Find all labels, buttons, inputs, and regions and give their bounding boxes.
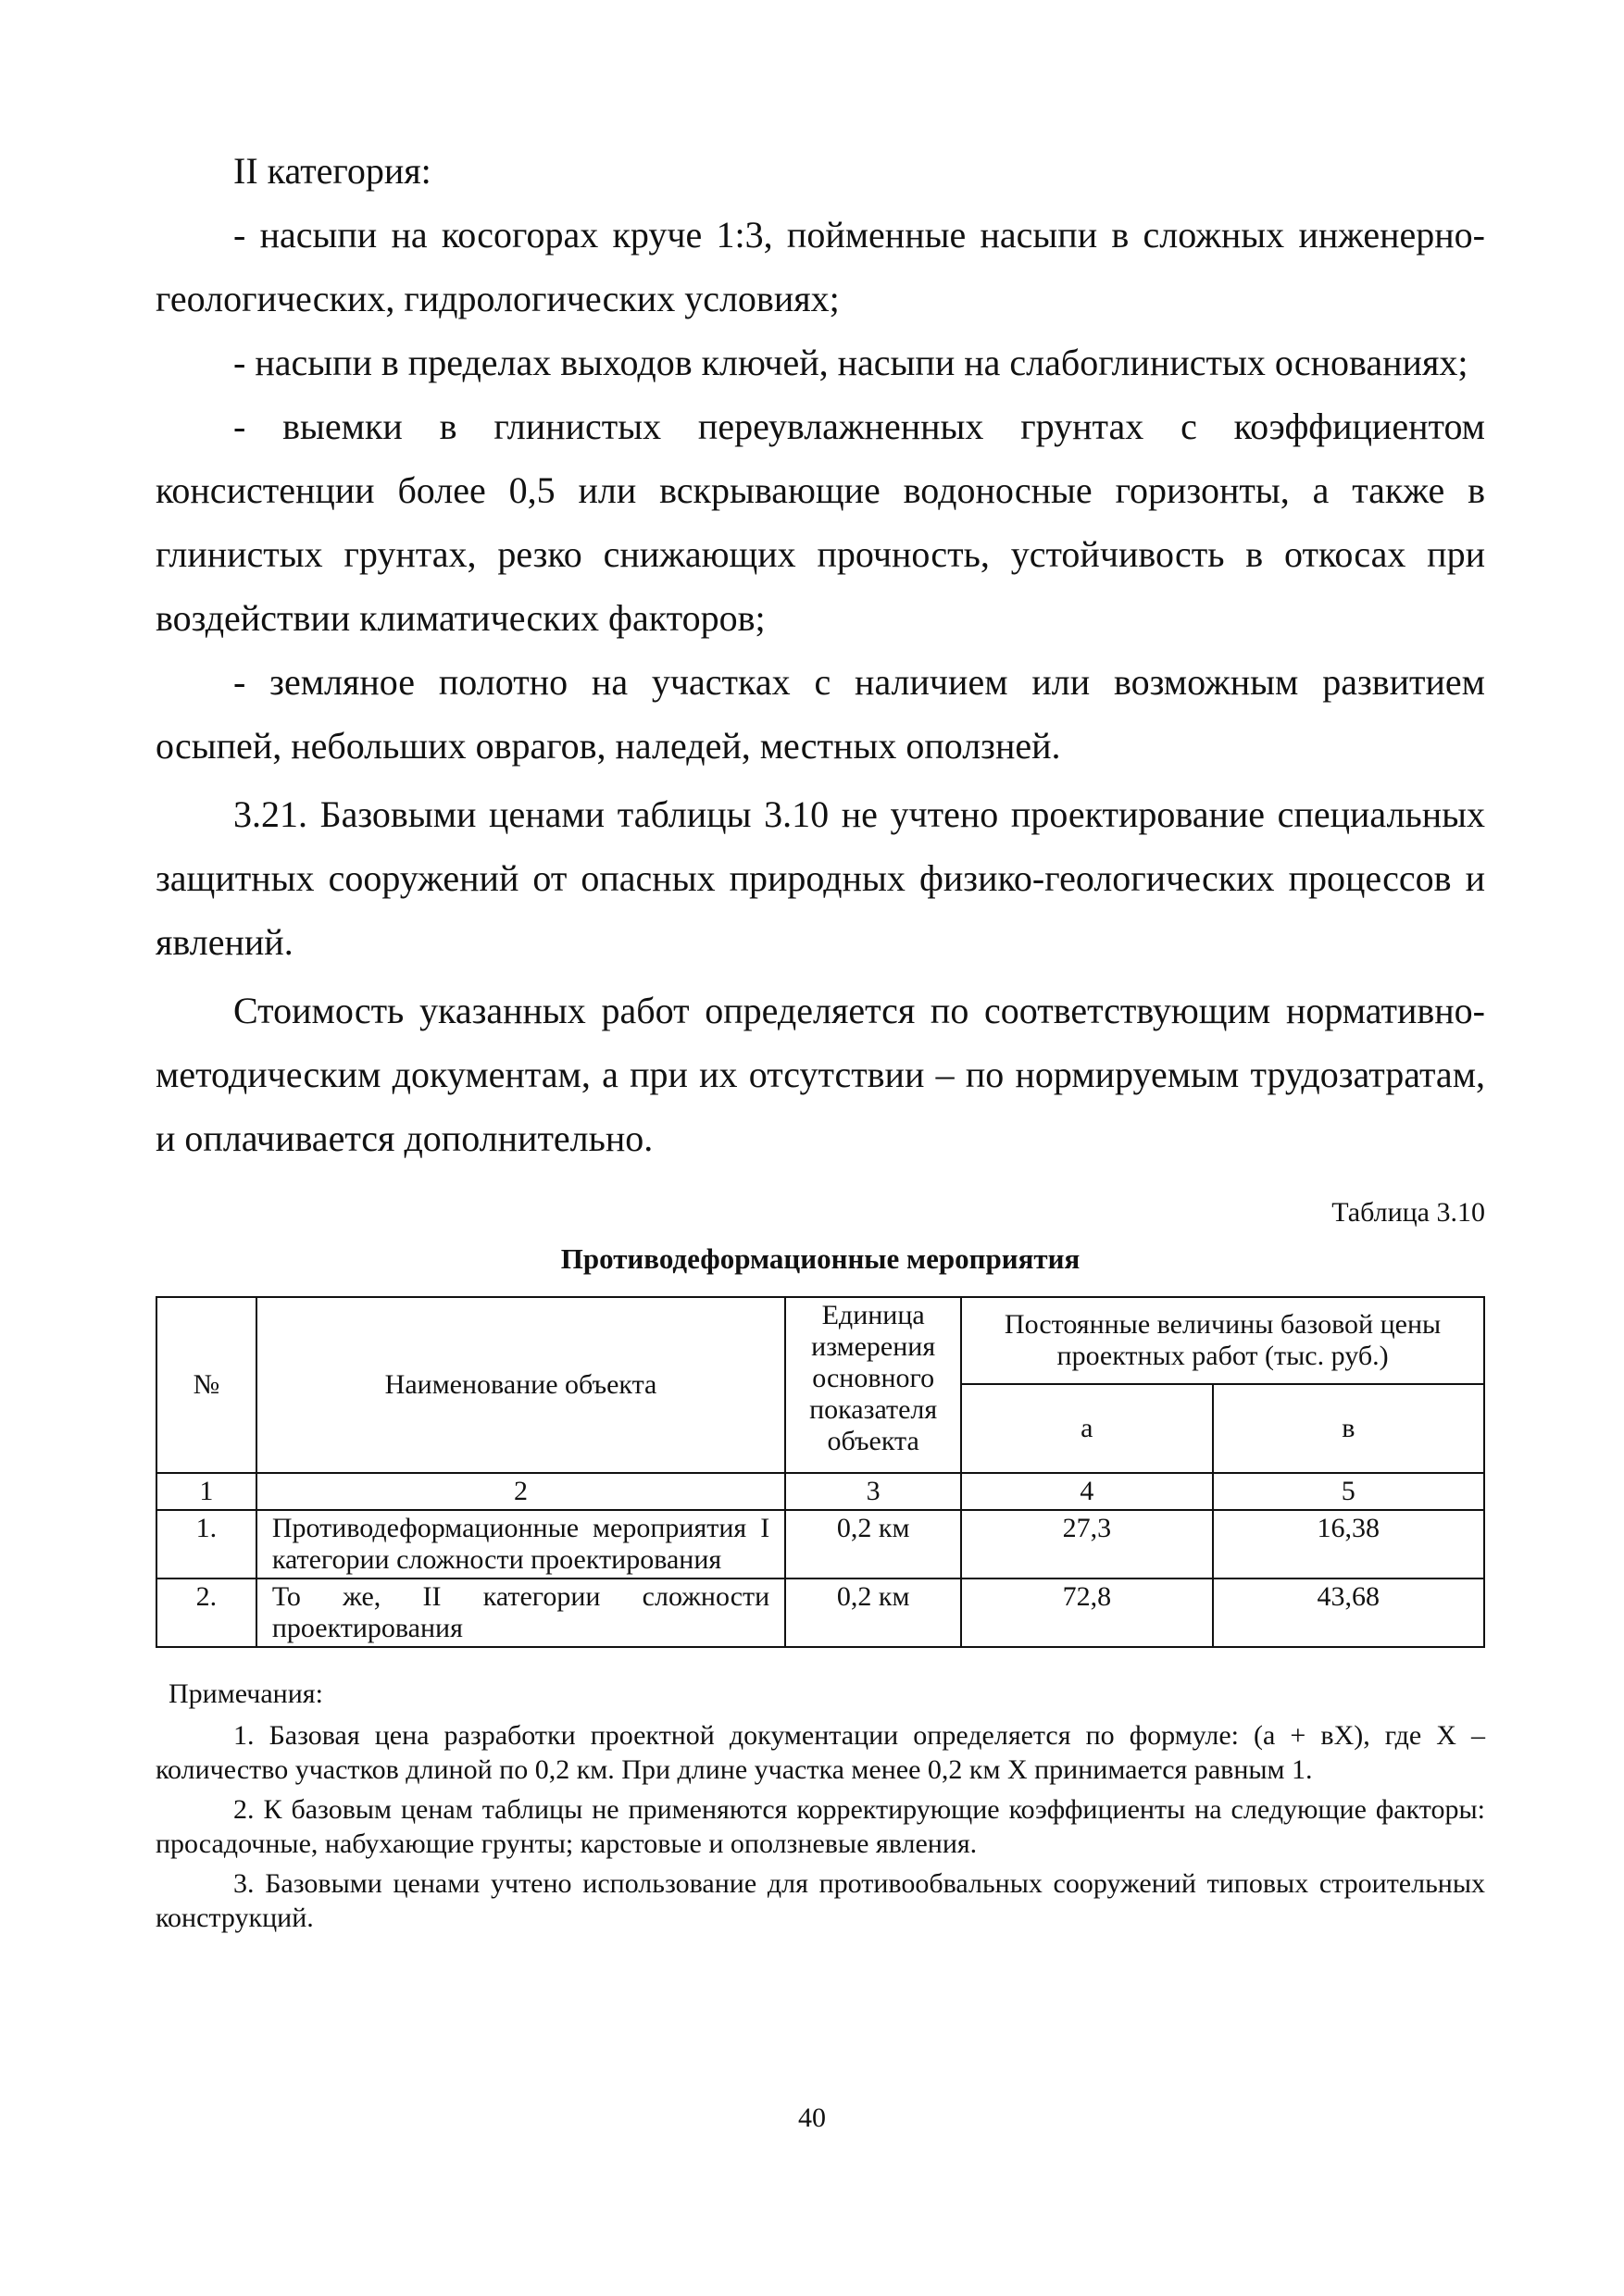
column-number-row [156, 1473, 1484, 1510]
row-unit: 0,2 км [785, 1510, 961, 1578]
notes-title: Примечания: [169, 1678, 323, 1709]
header-num: № [156, 1297, 256, 1473]
note-item: 2. К базовым ценам таблицы не применяются корректирующие коэффициенты на следующие факторы: просадочные, набухающие грунты; карстовые и оползневые явления. [156, 1794, 1485, 1859]
body-paragraph-4: - земляное полотно на участках с наличием или возможным развитием осыпей, небольших оврагов, наледей, местных оползней. [156, 661, 1485, 767]
document-page [156, 139, 1485, 1935]
row-name: То же, II категории сложности проектирования [256, 1578, 785, 1647]
body-paragraph-1: - насыпи на косогорах круче 1:3, пойменные насыпи в сложных инженерно-геологических, гидрологических условиях; [156, 214, 1485, 319]
body-paragraph-6: Стоимость указанных работ определяется по соответствующим нормативно-методическим документам, а при их отсутствии – по нормируемым трудозатратам, и оплачивается дополнительно. [156, 990, 1485, 1159]
col-number: 2 [256, 1473, 785, 1510]
row-value-b: 43,68 [1213, 1578, 1484, 1647]
price-table [156, 1296, 1485, 1648]
header-name: Наименование объекта [256, 1297, 785, 1473]
row-num: 1. [156, 1510, 256, 1578]
col-number: 1 [156, 1473, 256, 1510]
row-unit: 0,2 км [785, 1578, 961, 1647]
body-paragraph-2: - насыпи в пределах выходов ключей, насыпи на слабоглинистых основаниях; [233, 342, 1468, 383]
table-row [156, 1510, 1484, 1578]
col-number: 4 [961, 1473, 1212, 1510]
row-value-a: 72,8 [961, 1578, 1212, 1647]
row-value-a: 27,3 [961, 1510, 1212, 1578]
table-row [156, 1578, 1484, 1647]
col-number: 5 [1213, 1473, 1484, 1510]
note-item: 1. Базовая цена разработки проектной документации определяется по формуле: (а + вХ), где Х – количество участков длиной по 0,2 км. При длине участка менее 0,2 км Х принимается равным 1. [156, 1720, 1485, 1785]
page-number: 40 [798, 2103, 826, 2133]
table-header-row [156, 1297, 1484, 1384]
row-name: Противодеформационные мероприятия I категории сложности проектирования [256, 1510, 785, 1578]
body-paragraph-3: - выемки в глинистых переувлажненных грунтах с коэффициентом консистенции более 0,5 или вскрывающие водоносные горизонты, а также в глинистых грунтах, резко снижающих прочность, устойчивость в откосах при воздействии климатических факторов; [156, 406, 1485, 639]
col-number: 3 [785, 1473, 961, 1510]
row-value-b: 16,38 [1213, 1510, 1484, 1578]
row-num: 2. [156, 1578, 256, 1647]
header-unit: Единица измерения основного показателя объекта [785, 1297, 961, 1473]
body-paragraph-5: 3.21. Базовыми ценами таблицы 3.10 не учтено проектирование специальных защитных сооружений от опасных природных физико-геологических процессов и явлений. [156, 793, 1485, 963]
table-title: Противодеформационные мероприятия [560, 1242, 1081, 1275]
category-heading: II категория: [233, 150, 431, 192]
header-a: а [961, 1384, 1212, 1473]
note-item: 3. Базовыми ценами учтено использование для противообвальных сооружений типовых строительных конструкций. [156, 1868, 1485, 1933]
header-prices: Постоянные величины базовой цены проектных работ (тыс. руб.) [961, 1297, 1484, 1384]
table-caption: Таблица 3.10 [1331, 1197, 1485, 1228]
header-b: в [1213, 1384, 1484, 1473]
